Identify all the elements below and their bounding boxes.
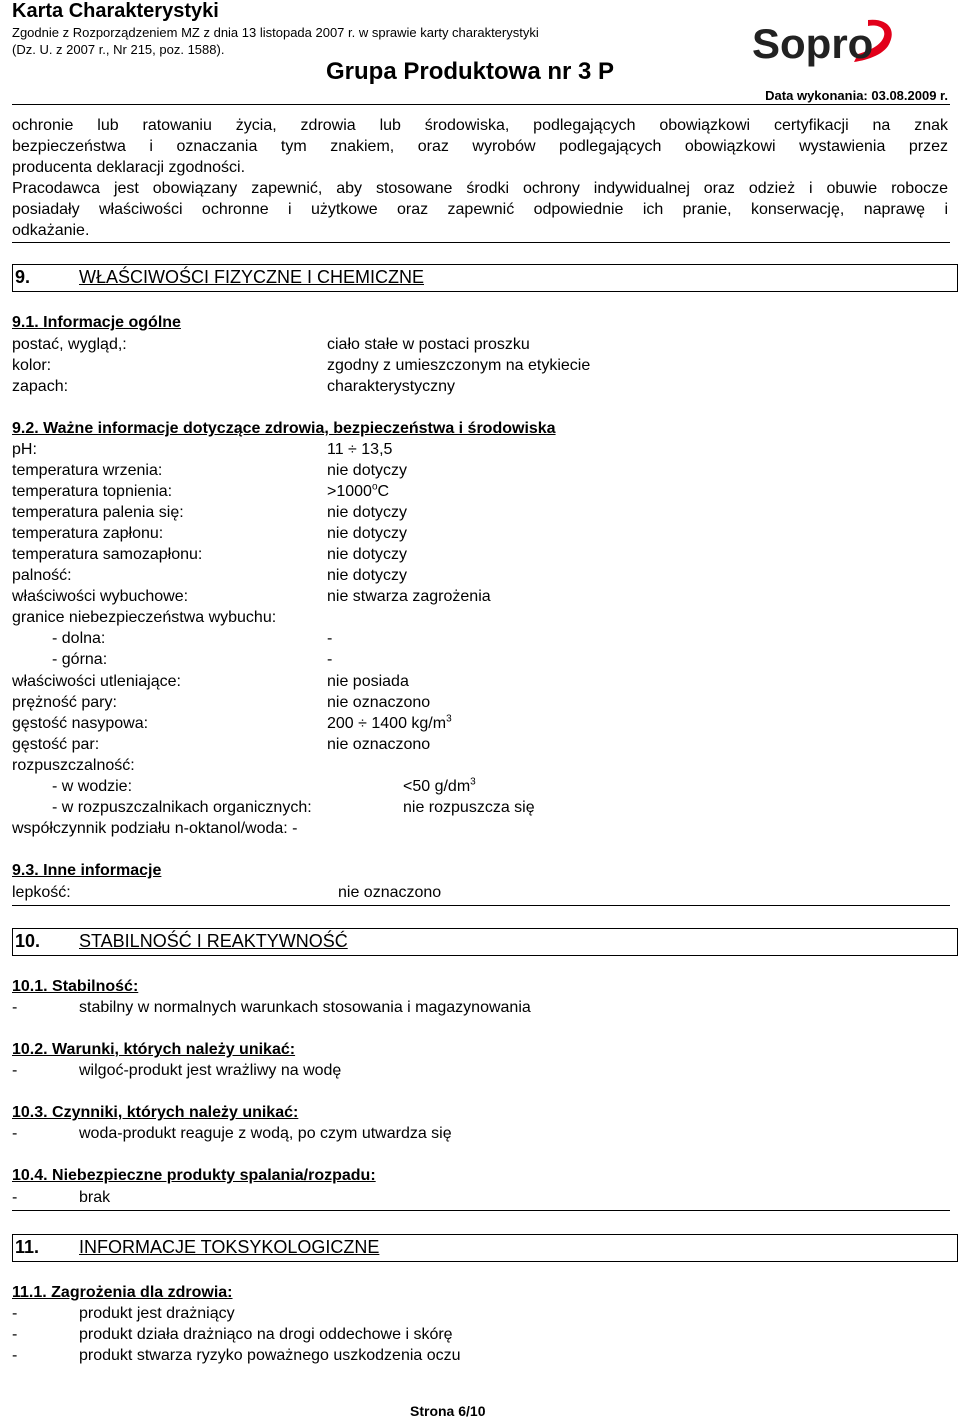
bullet-text: produkt jest drażniący [79, 1305, 235, 1322]
subsection-9-2-title: 9.2. Ważne informacje dotyczące zdrowia, bezpieczeństwa i środowiska [12, 420, 556, 437]
section-10-header [12, 928, 958, 956]
solubility-label: rozpuszczalność: [12, 757, 135, 774]
ph-label: pH: [12, 441, 37, 458]
paragraph-line: producenta deklaracji zgodności. [12, 159, 246, 176]
document-title: Karta Charakterystyki [12, 0, 219, 22]
section-rule [12, 1210, 950, 1211]
bullet-text: produkt stwarza ryzyko poważnego uszkodzenia oczu [79, 1347, 461, 1364]
bullet-dash: - [12, 1189, 18, 1206]
subsection-10-3-title: 10.3. Czynniki, których należy unikać: [12, 1104, 299, 1121]
flash-value: nie dotyczy [327, 525, 408, 542]
autoignition-label: temperatura samozapłonu: [12, 546, 203, 563]
subsection-9-3-title: 9.3. Inne informacje [12, 862, 162, 879]
subsection-11-1-title: 11.1. Zagrożenia dla zdrowia: [12, 1284, 233, 1301]
property-value: ciało stałe w postaci proszku [327, 336, 530, 353]
melting-label: temperatura topnienia: [12, 483, 173, 500]
bullet-dash: - [12, 1347, 18, 1364]
logo-text: Sopro [752, 20, 874, 67]
explosive-label: właściwości wybuchowe: [12, 588, 189, 605]
vapor-density-label: gęstość par: [12, 736, 100, 753]
section-title: STABILNOŚĆ I REAKTYWNOŚĆ [79, 931, 348, 951]
oxidizing-value: nie posiada [327, 673, 409, 690]
section-title: WŁAŚCIWOŚCI FIZYCZNE I CHEMICZNE [79, 267, 425, 287]
subsection-10-2-title: 10.2. Warunki, których należy unikać: [12, 1041, 296, 1058]
flash-label: temperatura zapłonu: [12, 525, 164, 542]
bulk-density-label: gęstość nasypowa: [12, 715, 149, 732]
bullet-text: woda-produkt reaguje z wodą, po czym utwardza się [79, 1125, 452, 1142]
boiling-value: nie dotyczy [327, 462, 408, 479]
property-label: zapach: [12, 378, 69, 395]
bullet-dash: - [12, 1125, 18, 1142]
ph-value: 11 ÷ 13,5 [327, 441, 393, 458]
paragraph-line: posiadały właściwości ochronne i użytkowe oraz zapewnić odpowiednie ich pranie, konserwację, naprawę i [12, 201, 948, 218]
viscosity-label: lepkość: [12, 884, 71, 901]
paragraph-line: odkażanie. [12, 222, 90, 239]
bullet-text: produkt działa drażniąco na drogi oddechowe i skórę [79, 1326, 453, 1343]
burning-label: temperatura palenia się: [12, 504, 184, 521]
regulation-reference: Zgodnie z Rozporządzeniem MZ z dnia 13 listopada 2007 r. w sprawie karty charakterystyki [12, 25, 539, 40]
partition-coefficient-label: współczynnik podziału n-oktanol/woda: - [12, 820, 298, 837]
melting-value: $>1000^oC$ [327, 481, 390, 500]
paragraph-line: Pracodawca jest obowiązany zapewnić, aby stosowane środki ochrony indywidualnej oraz odzież i obuwie robocze [12, 180, 948, 197]
subsection-10-4-title: 10.4. Niebezpieczne produkty spalania/rozpadu: [12, 1167, 376, 1184]
bullet-text: stabilny w normalnych warunkach stosowania i magazynowania [79, 999, 531, 1016]
header-rule [12, 104, 950, 105]
creation-date: Data wykonania: 03.08.2009 r. [765, 88, 948, 103]
lower-limit-label: - dolna: [52, 630, 106, 647]
burning-value: nie dotyczy [327, 504, 408, 521]
section-rule [12, 905, 950, 906]
flammability-value: nie dotyczy [327, 567, 408, 584]
intro-paragraph-2 [12, 178, 948, 241]
subsection-9-1-title: 9.1. Informacje ogólne [12, 314, 181, 331]
vapor-pressure-label: prężność pary: [12, 694, 117, 711]
upper-limit-value: - [327, 651, 333, 668]
boiling-label: temperatura wrzenia: [12, 462, 163, 479]
flammability-label: palność: [12, 567, 72, 584]
bullet-text: wilgoć-produkt jest wrażliwy na wodę [79, 1062, 342, 1079]
bullet-dash: - [12, 999, 18, 1016]
vapor-density-value: nie oznaczono [327, 736, 431, 753]
section-number: 10. [15, 931, 41, 951]
explosive-value: nie stwarza zagrożenia [327, 588, 491, 605]
paragraph-line: bezpieczeństwa i oznaczania tym znakiem, oraz wyrobów podlegających obowiązkowi wystawienia przez [12, 138, 948, 155]
property-value: charakterystyczny [327, 378, 456, 395]
property-label: kolor: [12, 357, 52, 374]
viscosity-value: nie oznaczono [338, 884, 442, 901]
bullet-dash: - [12, 1062, 18, 1079]
section-title: INFORMACJE TOKSYKOLOGICZNE [79, 1237, 380, 1257]
section-number: 9. [15, 267, 31, 287]
section-number: 11. [15, 1237, 40, 1257]
water-solubility-label: - w wodzie: [52, 778, 133, 795]
section-9-header [12, 264, 958, 292]
subsection-10-1-title: 10.1. Stabilność: [12, 978, 139, 995]
sopro-logo [750, 14, 896, 76]
journal-reference: (Dz. U. z 2007 r., Nr 215, poz. 1588). [12, 42, 225, 57]
organic-solubility-label: - w rozpuszczalnikach organicznych: [52, 799, 312, 816]
autoignition-value: nie dotyczy [327, 546, 408, 563]
section-rule [12, 242, 950, 243]
water-solubility-value: <50 $g/dm^3$ [403, 776, 476, 795]
property-label: postać, wygląd,: [12, 336, 127, 353]
upper-limit-label: - górna: [52, 651, 108, 668]
paragraph-line: ochronie lub ratowaniu życia, zdrowia lub środowiska, podlegających obowiązkowi certyfikacji na znak [12, 117, 948, 134]
explosion-limits-label: granice niebezpieczeństwa wybuchu: [12, 609, 277, 626]
bullet-dash: - [12, 1326, 18, 1343]
oxidizing-label: właściwości utleniające: [12, 673, 181, 690]
intro-paragraph-1 [12, 115, 948, 178]
lower-limit-value: - [327, 630, 333, 647]
organic-solubility-value: nie rozpuszcza się [403, 799, 535, 816]
bullet-dash: - [12, 1305, 18, 1322]
product-group: Grupa Produktowa nr 3 P [326, 58, 615, 85]
property-value: zgodny z umieszczonym na etykiecie [327, 357, 591, 374]
bulk-density-value: 200 ÷ 1400 $kg/m^3$ [327, 713, 452, 732]
vapor-pressure-value: nie oznaczono [327, 694, 431, 711]
page-number: Strona 6/10 [410, 1403, 486, 1419]
section-11-header [12, 1234, 958, 1262]
bullet-text: brak [79, 1189, 111, 1206]
